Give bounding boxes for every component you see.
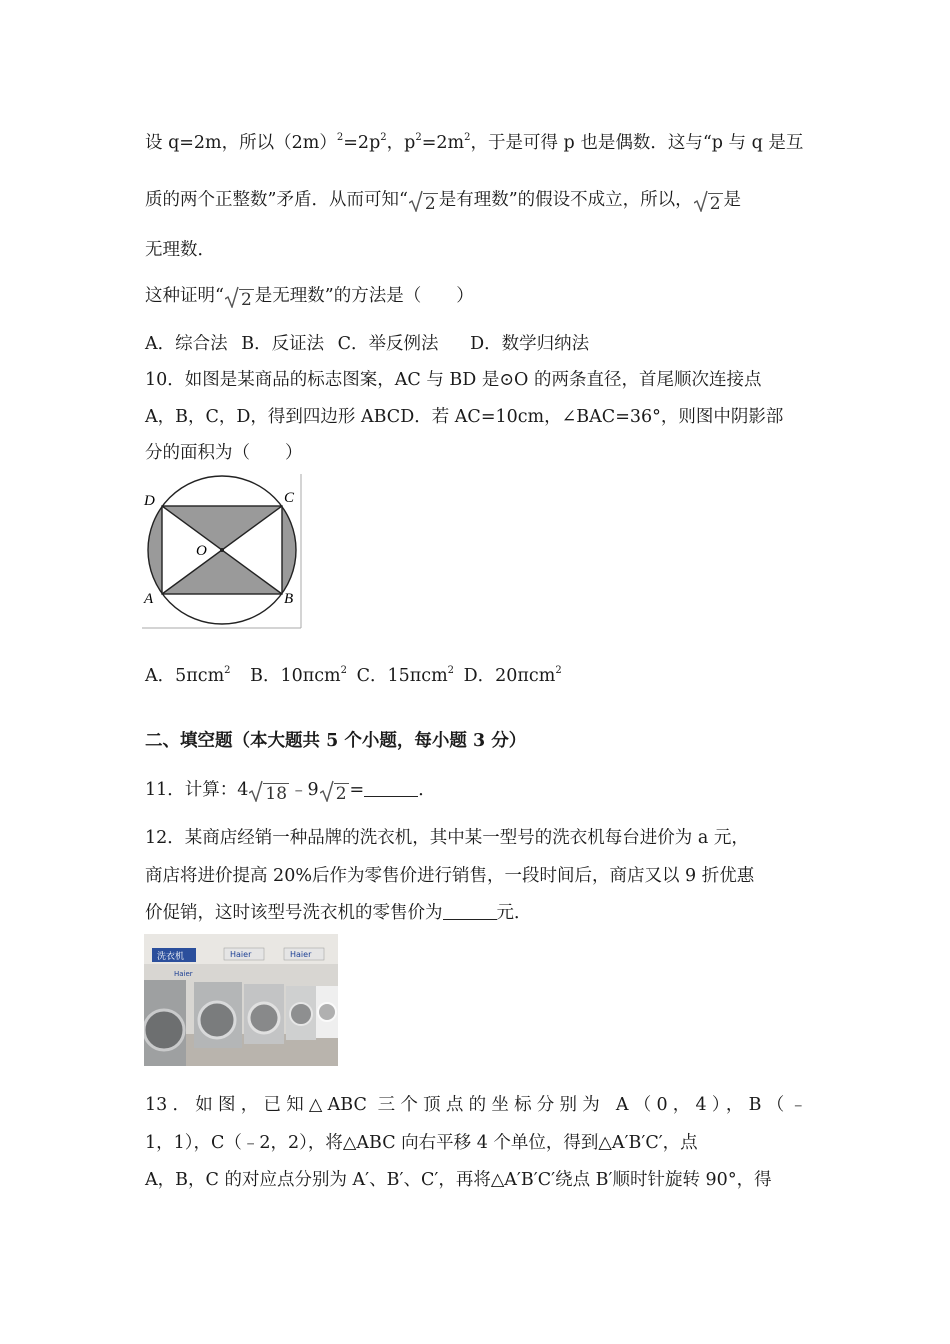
option-text: B．10πcm [250, 666, 341, 686]
option-c [357, 666, 454, 686]
radicand: 2 [240, 290, 252, 310]
radicand: 2 [424, 194, 436, 214]
text: 质的两个正整数”矛盾．从而可知“ [145, 190, 408, 210]
center-point [220, 548, 224, 552]
proof-line-1 [145, 126, 803, 155]
q10-line-2: A，B，C，D，得到四边形 ABCD．若 AC=10cm，∠BAC=36°，则图中阴影部 [145, 407, 784, 427]
text: 价促销，这时该型号洗衣机的零售价为 [145, 903, 443, 923]
radical-sign-icon [249, 780, 263, 802]
text: 11．计算：4 [145, 780, 249, 800]
sign-text: Haier [290, 950, 312, 959]
proof-line-2 [145, 188, 741, 216]
proof-line-3: 无理数． [145, 240, 215, 260]
radical-sign-icon [409, 190, 423, 212]
text: 元． [496, 903, 532, 923]
radical-sign-icon [694, 190, 708, 212]
text: 是有理数”的假设不成立，所以， [438, 190, 693, 210]
text: 是 [723, 190, 742, 210]
radicand: 2 [335, 784, 347, 804]
option-text: A．5πcm [145, 666, 225, 686]
text: 这种证明“ [145, 286, 224, 306]
sign-text: Haier [174, 970, 193, 978]
radical-sign-icon [225, 286, 239, 308]
sqrt-expression [225, 288, 254, 312]
q9-options [145, 332, 589, 356]
sqrt-expression [320, 782, 349, 806]
text: 是无理数”的方法是（ ） [254, 286, 474, 306]
radicand: 2 [709, 194, 721, 214]
superscript: 2 [380, 132, 387, 143]
text: = [349, 780, 365, 800]
superscript: 2 [336, 132, 344, 143]
superscript: 2 [224, 665, 231, 676]
option-a [145, 666, 231, 686]
superscript: 2 [447, 665, 455, 676]
option-text: C．15πcm [356, 666, 448, 686]
option-d [464, 666, 562, 686]
option-b: B．反证法 [241, 334, 325, 354]
q10-figure [142, 474, 304, 630]
superscript: 2 [464, 132, 471, 143]
shaded-bottom-triangle [162, 550, 282, 594]
text: =2m [421, 133, 465, 153]
q13-line-1: 13．如图，已知△ABC 三个顶点的坐标分别为 A（0，4），B（﹣ [145, 1095, 807, 1115]
text: ． [418, 780, 436, 800]
washing-machine-photo [144, 934, 338, 1066]
q12-line-1: 12．某商店经销一种品牌的洗衣机，其中某一型号的洗衣机每台进价为 a 元， [145, 828, 749, 848]
sqrt-expression [694, 192, 723, 216]
q13-line-3: A，B，C 的对应点分别为 A′、B′、C′，再将△A′B′C′绕点 B′顺时针旋转 90°，得 [145, 1170, 772, 1190]
q12-line-2: 商店将进价提高 20%后作为零售价进行销售，一段时间后，商店又以 9 折优惠 [145, 866, 755, 886]
shaded-top-triangle [162, 506, 282, 550]
option-b [250, 666, 347, 686]
option-d: D．数学归纳法 [470, 334, 590, 354]
text: 设 q=2m，所以（2m） [145, 133, 337, 153]
sqrt-expression [249, 782, 289, 806]
q9-stem [145, 284, 474, 312]
superscript: 2 [340, 665, 348, 676]
answer-blank[interactable] [443, 902, 497, 920]
q10-line-3: 分的面积为（ ） [145, 443, 303, 463]
text: ﹣9 [290, 780, 319, 800]
label-d: D [144, 493, 155, 509]
section-2-title: 二、填空题（本大题共 5 个小题，每小题 3 分） [145, 731, 527, 751]
option-a: A．综合法 [145, 334, 228, 354]
label-o: O [196, 543, 207, 559]
label-b: B [284, 591, 294, 607]
option-c: C．举反例法 [337, 334, 439, 354]
option-text: D．20πcm [463, 666, 556, 686]
text: ，p [386, 133, 416, 153]
text: ，于是可得 p 也是偶数．这与“p 与 q 是互 [470, 133, 804, 153]
text: =2p [343, 133, 381, 153]
q10-line-1: 10．如图是某商品的标志图案，AC 与 BD 是⊙O 的两条直径，首尾顺次连接点 [145, 370, 762, 390]
sign-text: Haier [230, 950, 252, 959]
radicand: 18 [265, 784, 288, 804]
superscript: 2 [555, 665, 562, 676]
radical-sign-icon [320, 780, 334, 802]
label-a: A [144, 591, 154, 607]
answer-blank[interactable] [364, 779, 418, 797]
superscript: 2 [415, 132, 422, 143]
q11-line [145, 778, 436, 806]
q12-line-3 [145, 901, 532, 925]
label-c: C [284, 490, 295, 506]
q10-options [145, 659, 562, 688]
sign-text: 洗衣机 [157, 952, 185, 962]
q13-line-2: 1，1），C（﹣2，2），将△ABC 向右平移 4 个单位，得到△A′B′C′，点 [145, 1133, 698, 1153]
sqrt-expression [409, 192, 438, 216]
